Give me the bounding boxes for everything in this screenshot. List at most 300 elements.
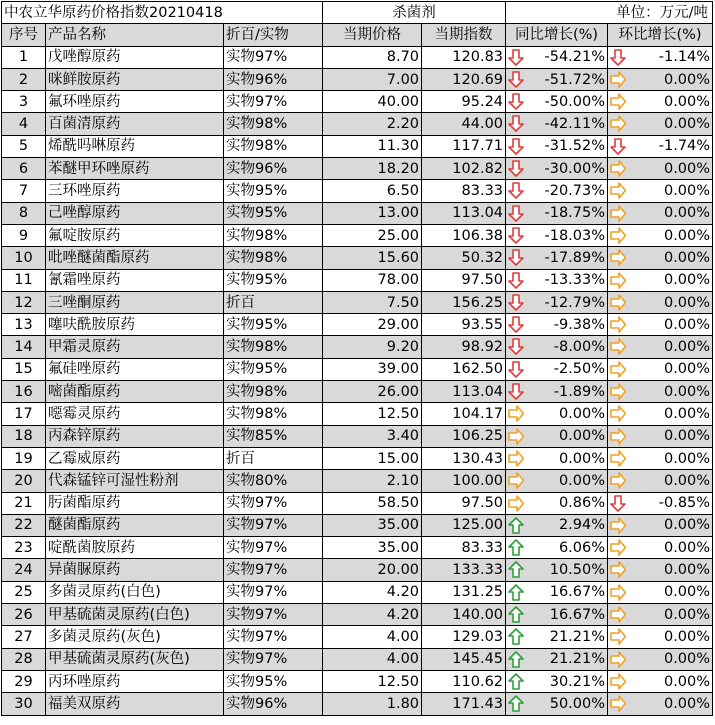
cell-seq: 18 (2, 425, 46, 447)
arrow-right-icon (610, 606, 626, 623)
arrow-up-icon (508, 628, 524, 645)
cell-spec: 实物96% (224, 158, 323, 180)
arrow-down-icon (508, 316, 524, 333)
table-row (2, 604, 713, 626)
table-row (2, 470, 713, 492)
arrow-down-icon (508, 205, 524, 222)
table-row (2, 559, 713, 581)
yoy-value: 10.50% (549, 562, 606, 579)
cell-seq: 25 (2, 581, 46, 603)
cell-name: 多菌灵原药(灰色) (46, 626, 224, 648)
yoy-value: -12.79% (544, 294, 606, 311)
cell-yoy (506, 202, 608, 224)
cell-name: 啶酰菌胺原药 (46, 537, 224, 559)
cell-spec: 实物98% (224, 224, 323, 246)
cell-name: 百菌清原药 (46, 113, 224, 135)
cell-seq: 14 (2, 336, 46, 358)
cell-name: 噁霉灵原药 (46, 403, 224, 425)
arrow-right-icon (610, 272, 626, 289)
yoy-value: 21.21% (549, 628, 606, 645)
arrow-down-icon (610, 49, 626, 66)
arrow-right-icon (610, 651, 626, 668)
cell-yoy (506, 158, 608, 180)
cell-mom (608, 158, 713, 180)
arrow-down-icon (508, 71, 524, 88)
table-row (2, 381, 713, 403)
cell-price: 7.00 (323, 68, 422, 90)
cell-spec: 实物97% (224, 537, 323, 559)
cell-mom (608, 358, 713, 380)
arrow-down-icon (508, 361, 524, 378)
cell-index: 100.00 (422, 470, 506, 492)
cell-price: 4.00 (323, 626, 422, 648)
cell-index: 83.33 (422, 537, 506, 559)
mom-value: 0.00% (663, 93, 711, 110)
yoy-value: 0.00% (558, 472, 606, 489)
mom-value: 0.00% (663, 651, 711, 668)
cell-name: 甲基硫菌灵原药(白色) (46, 604, 224, 626)
cell-seq: 10 (2, 247, 46, 269)
cell-spec: 实物97% (224, 559, 323, 581)
arrow-right-icon (610, 695, 626, 712)
yoy-value: 16.67% (549, 584, 606, 601)
cell-mom (608, 604, 713, 626)
cell-seq: 11 (2, 269, 46, 291)
yoy-value: -50.00% (544, 93, 606, 110)
cell-mom (608, 693, 713, 715)
cell-index: 140.00 (422, 604, 506, 626)
yoy-value: -54.21% (544, 49, 606, 66)
cell-name: 三环唑原药 (46, 180, 224, 202)
table-row (2, 492, 713, 514)
cell-spec: 实物95% (224, 358, 323, 380)
cell-spec: 实物95% (224, 202, 323, 224)
cell-spec: 实物98% (224, 113, 323, 135)
header-row (2, 24, 713, 46)
cell-index: 95.24 (422, 91, 506, 113)
arrow-right-icon (610, 294, 626, 311)
arrow-up-icon (508, 651, 524, 668)
cell-price: 35.00 (323, 514, 422, 536)
cell-index: 162.50 (422, 358, 506, 380)
cell-index: 97.50 (422, 269, 506, 291)
cell-price: 9.20 (323, 336, 422, 358)
cell-spec: 实物95% (224, 180, 323, 202)
table-row (2, 447, 713, 469)
cell-price: 18.20 (323, 158, 422, 180)
table-row (2, 648, 713, 670)
yoy-value: -13.33% (544, 272, 606, 289)
cell-price: 13.00 (323, 202, 422, 224)
table-row (2, 135, 713, 157)
cell-price: 4.00 (323, 648, 422, 670)
cell-price: 8.70 (323, 46, 422, 68)
cell-yoy (506, 336, 608, 358)
cell-name: 苯醚甲环唑原药 (46, 158, 224, 180)
cell-mom (608, 113, 713, 135)
cell-name: 嘧菌酯原药 (46, 381, 224, 403)
table-row (2, 158, 713, 180)
cell-mom (608, 269, 713, 291)
cell-spec: 实物98% (224, 247, 323, 269)
arrow-right-icon (508, 428, 524, 445)
cell-index: 113.04 (422, 381, 506, 403)
cell-name: 氟啶胺原药 (46, 224, 224, 246)
table-row (2, 425, 713, 447)
mom-value: 0.00% (663, 450, 711, 467)
cell-yoy (506, 648, 608, 670)
arrow-up-icon (508, 584, 524, 601)
cell-mom (608, 537, 713, 559)
cell-spec: 实物95% (224, 314, 323, 336)
table-row (2, 537, 713, 559)
arrow-right-icon (508, 450, 524, 467)
table-row (2, 291, 713, 313)
arrow-down-icon (508, 383, 524, 400)
cell-mom (608, 670, 713, 692)
cell-seq: 22 (2, 514, 46, 536)
table-title: 中农立华原药价格指数20210418 (2, 2, 323, 24)
cell-seq: 8 (2, 202, 46, 224)
arrow-up-icon (508, 606, 524, 623)
yoy-value: -1.89% (553, 383, 606, 400)
arrow-right-icon (610, 428, 626, 445)
cell-mom (608, 447, 713, 469)
cell-mom (608, 559, 713, 581)
yoy-value: -18.75% (544, 205, 606, 222)
cell-spec: 实物98% (224, 336, 323, 358)
cell-yoy (506, 291, 608, 313)
cell-index: 106.25 (422, 425, 506, 447)
yoy-value: -18.03% (544, 227, 606, 244)
header-name: 产品名称 (46, 24, 224, 46)
mom-value: 0.00% (663, 71, 711, 88)
cell-name: 醚菌酯原药 (46, 514, 224, 536)
arrow-up-icon (508, 539, 524, 556)
cell-index: 125.00 (422, 514, 506, 536)
header-mom: 环比增长(%) (608, 24, 713, 46)
arrow-right-icon (610, 450, 626, 467)
cell-mom (608, 336, 713, 358)
cell-index: 102.82 (422, 158, 506, 180)
cell-index: 120.69 (422, 68, 506, 90)
cell-price: 58.50 (323, 492, 422, 514)
yoy-value: 0.00% (558, 450, 606, 467)
cell-price: 20.00 (323, 559, 422, 581)
cell-name: 己唑醇原药 (46, 202, 224, 224)
mom-value: 0.00% (663, 428, 711, 445)
yoy-value: -20.73% (544, 183, 606, 200)
arrow-right-icon (610, 472, 626, 489)
yoy-value: 0.00% (558, 428, 606, 445)
mom-value: 0.00% (663, 584, 711, 601)
cell-seq: 9 (2, 224, 46, 246)
arrow-right-icon (610, 160, 626, 177)
arrow-down-icon (508, 49, 524, 66)
cell-yoy (506, 113, 608, 135)
yoy-value: 50.00% (549, 695, 606, 712)
yoy-value: 0.00% (558, 405, 606, 422)
arrow-right-icon (508, 405, 524, 422)
cell-name: 丙森锌原药 (46, 425, 224, 447)
mom-value: 0.00% (663, 472, 711, 489)
cell-index: 83.33 (422, 180, 506, 202)
arrow-down-icon (508, 227, 524, 244)
cell-mom (608, 135, 713, 157)
arrow-right-icon (610, 539, 626, 556)
mom-value: 0.00% (663, 405, 711, 422)
cell-seq: 2 (2, 68, 46, 90)
arrow-right-icon (610, 93, 626, 110)
cell-price: 12.50 (323, 670, 422, 692)
cell-mom (608, 648, 713, 670)
yoy-value: -31.52% (544, 138, 606, 155)
table-row (2, 358, 713, 380)
yoy-value: -9.38% (553, 316, 606, 333)
cell-spec: 折百 (224, 447, 323, 469)
cell-mom (608, 514, 713, 536)
arrow-down-icon (508, 93, 524, 110)
table-row (2, 247, 713, 269)
header-index: 当期指数 (422, 24, 506, 46)
cell-index: 133.33 (422, 559, 506, 581)
cell-index: 104.17 (422, 403, 506, 425)
arrow-right-icon (610, 205, 626, 222)
cell-mom (608, 626, 713, 648)
mom-value: 0.00% (663, 116, 711, 133)
cell-yoy (506, 537, 608, 559)
cell-yoy (506, 425, 608, 447)
cell-seq: 13 (2, 314, 46, 336)
cell-index: 171.43 (422, 693, 506, 715)
header-spec: 折百/实物 (224, 24, 323, 46)
cell-price: 3.40 (323, 425, 422, 447)
arrow-down-icon (610, 138, 626, 155)
mom-value: 0.00% (663, 294, 711, 311)
mom-value: -1.74% (658, 138, 711, 155)
cell-mom (608, 425, 713, 447)
arrow-up-icon (508, 695, 524, 712)
cell-seq: 12 (2, 291, 46, 313)
cell-seq: 19 (2, 447, 46, 469)
cell-name: 异菌脲原药 (46, 559, 224, 581)
cell-yoy (506, 247, 608, 269)
cell-name: 氟硅唑原药 (46, 358, 224, 380)
cell-yoy (506, 403, 608, 425)
cell-yoy (506, 626, 608, 648)
arrow-right-icon (610, 316, 626, 333)
arrow-right-icon (610, 383, 626, 400)
cell-name: 氰霜唑原药 (46, 269, 224, 291)
arrow-up-icon (508, 517, 524, 534)
cell-seq: 21 (2, 492, 46, 514)
cell-seq: 29 (2, 670, 46, 692)
cell-price: 1.80 (323, 693, 422, 715)
table-row (2, 269, 713, 291)
table-row (2, 224, 713, 246)
cell-seq: 26 (2, 604, 46, 626)
cell-seq: 20 (2, 470, 46, 492)
cell-price: 4.20 (323, 581, 422, 603)
cell-yoy (506, 135, 608, 157)
cell-seq: 27 (2, 626, 46, 648)
cell-mom (608, 403, 713, 425)
arrow-right-icon (610, 115, 626, 132)
cell-yoy (506, 447, 608, 469)
cell-seq: 1 (2, 46, 46, 68)
cell-seq: 7 (2, 180, 46, 202)
table-row (2, 336, 713, 358)
cell-price: 25.00 (323, 224, 422, 246)
cell-name: 代森锰锌可湿性粉剂 (46, 470, 224, 492)
yoy-value: 6.06% (558, 539, 606, 556)
table-row (2, 626, 713, 648)
cell-name: 乙霉威原药 (46, 447, 224, 469)
cell-index: 50.32 (422, 247, 506, 269)
cell-mom (608, 46, 713, 68)
arrow-right-icon (508, 495, 524, 512)
arrow-right-icon (610, 338, 626, 355)
mom-value: -1.14% (658, 49, 711, 66)
mom-value: 0.00% (663, 606, 711, 623)
cell-mom (608, 314, 713, 336)
arrow-down-icon (508, 160, 524, 177)
mom-value: 0.00% (663, 539, 711, 556)
cell-price: 11.30 (323, 135, 422, 157)
cell-name: 丙环唑原药 (46, 670, 224, 692)
cell-index: 110.62 (422, 670, 506, 692)
cell-mom (608, 68, 713, 90)
cell-index: 98.92 (422, 336, 506, 358)
mom-value: 0.00% (663, 227, 711, 244)
cell-yoy (506, 381, 608, 403)
arrow-down-icon (610, 495, 626, 512)
cell-spec: 实物97% (224, 91, 323, 113)
yoy-value: 30.21% (549, 673, 606, 690)
arrow-down-icon (508, 338, 524, 355)
header-seq: 序号 (2, 24, 46, 46)
table-row (2, 113, 713, 135)
arrow-right-icon (610, 561, 626, 578)
cell-seq: 15 (2, 358, 46, 380)
cell-price: 35.00 (323, 537, 422, 559)
cell-price: 7.50 (323, 291, 422, 313)
cell-price: 12.50 (323, 403, 422, 425)
mom-value: 0.00% (663, 249, 711, 266)
cell-yoy (506, 581, 608, 603)
table-row (2, 514, 713, 536)
mom-value: 0.00% (663, 183, 711, 200)
cell-spec: 实物97% (224, 492, 323, 514)
cell-yoy (506, 269, 608, 291)
cell-name: 噻呋酰胺原药 (46, 314, 224, 336)
yoy-value: -2.50% (553, 361, 606, 378)
cell-name: 戊唑醇原药 (46, 46, 224, 68)
cell-yoy (506, 358, 608, 380)
arrow-down-icon (508, 182, 524, 199)
table-row (2, 581, 713, 603)
table-row (2, 670, 713, 692)
cell-price: 40.00 (323, 91, 422, 113)
table-row (2, 314, 713, 336)
cell-index: 117.71 (422, 135, 506, 157)
title-row (2, 2, 713, 24)
cell-name: 甲霜灵原药 (46, 336, 224, 358)
cell-mom (608, 224, 713, 246)
cell-yoy (506, 91, 608, 113)
cell-price: 4.20 (323, 604, 422, 626)
mom-value: 0.00% (663, 673, 711, 690)
arrow-up-icon (508, 561, 524, 578)
arrow-down-icon (508, 249, 524, 266)
yoy-value: -8.00% (553, 339, 606, 356)
cell-seq: 30 (2, 693, 46, 715)
cell-index: 44.00 (422, 113, 506, 135)
yoy-value: 0.86% (558, 495, 606, 512)
table-row (2, 180, 713, 202)
mom-value: 0.00% (663, 517, 711, 534)
cell-spec: 实物98% (224, 135, 323, 157)
cell-seq: 5 (2, 135, 46, 157)
mom-value: 0.00% (663, 316, 711, 333)
arrow-right-icon (610, 71, 626, 88)
cell-price: 2.20 (323, 113, 422, 135)
cell-name: 咪鲜胺原药 (46, 68, 224, 90)
cell-yoy (506, 514, 608, 536)
cell-price: 39.00 (323, 358, 422, 380)
category-label: 杀菌剂 (323, 2, 506, 24)
arrow-down-icon (508, 138, 524, 155)
cell-seq: 16 (2, 381, 46, 403)
cell-seq: 17 (2, 403, 46, 425)
table-row (2, 202, 713, 224)
cell-mom (608, 492, 713, 514)
arrow-down-icon (508, 115, 524, 132)
cell-price: 29.00 (323, 314, 422, 336)
mom-value: 0.00% (663, 695, 711, 712)
yoy-value: -30.00% (544, 160, 606, 177)
arrow-right-icon (610, 517, 626, 534)
cell-name: 氟环唑原药 (46, 91, 224, 113)
cell-yoy (506, 559, 608, 581)
cell-name: 吡唑醚菌酯原药 (46, 247, 224, 269)
mom-value: 0.00% (663, 339, 711, 356)
cell-spec: 实物95% (224, 269, 323, 291)
arrow-right-icon (610, 628, 626, 645)
cell-price: 78.00 (323, 269, 422, 291)
cell-index: 145.45 (422, 648, 506, 670)
cell-yoy (506, 180, 608, 202)
cell-index: 120.83 (422, 46, 506, 68)
arrow-right-icon (610, 584, 626, 601)
cell-yoy (506, 314, 608, 336)
cell-name: 烯酰吗啉原药 (46, 135, 224, 157)
cell-yoy (506, 670, 608, 692)
cell-name: 三唑酮原药 (46, 291, 224, 313)
arrow-down-icon (508, 294, 524, 311)
cell-seq: 24 (2, 559, 46, 581)
yoy-value: -51.72% (544, 71, 606, 88)
cell-yoy (506, 604, 608, 626)
cell-spec: 实物97% (224, 604, 323, 626)
cell-spec: 折百 (224, 291, 323, 313)
cell-yoy (506, 224, 608, 246)
cell-mom (608, 247, 713, 269)
header-yoy: 同比增长(%) (506, 24, 608, 46)
cell-spec: 实物97% (224, 46, 323, 68)
cell-seq: 4 (2, 113, 46, 135)
arrow-right-icon (610, 405, 626, 422)
